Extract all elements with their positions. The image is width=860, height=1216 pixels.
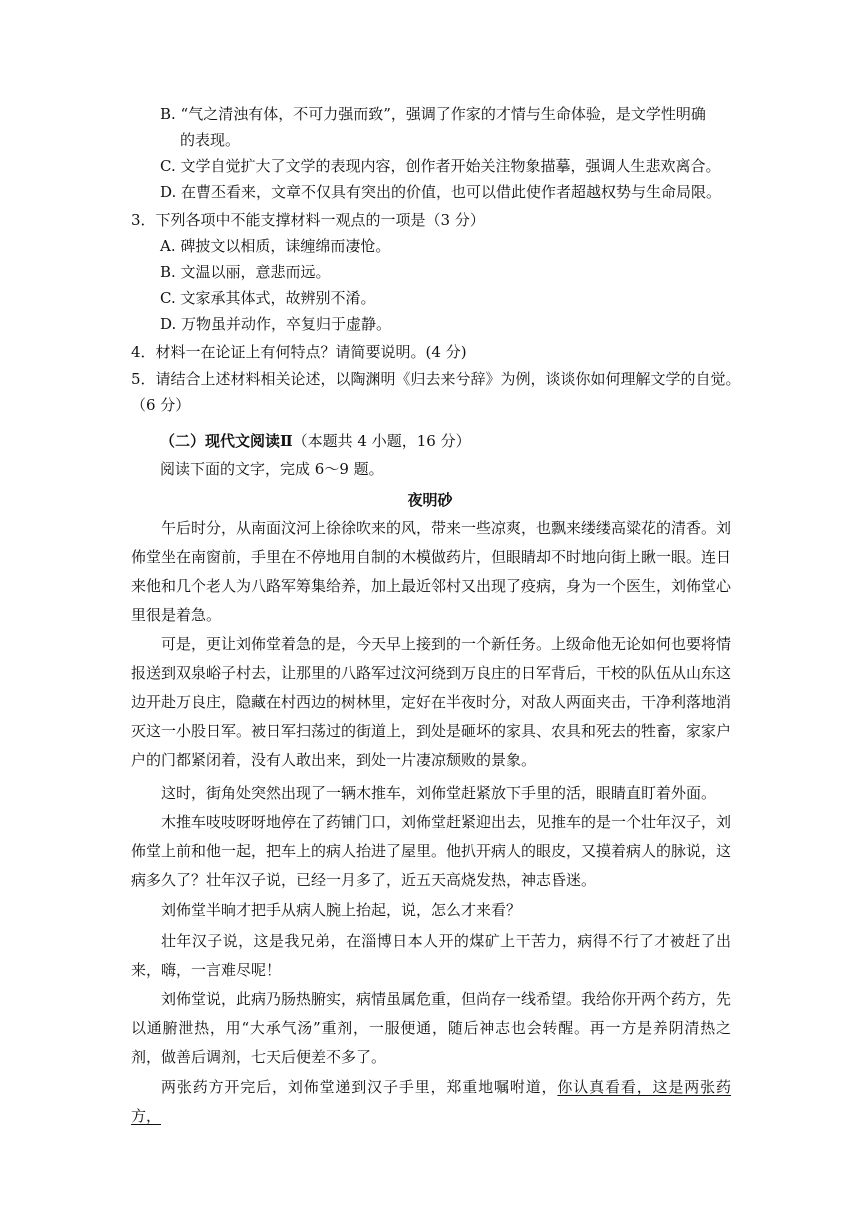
story-paragraph-8-text: 两张药方开完后，刘佈堂递到汉子手里，郑重地嘱咐道，: [161, 1078, 558, 1096]
q5-line1: 5．请结合上述材料相关论述，以陶渊明《归去来兮辞》为例，谈谈你如何理解文学的自觉。: [131, 370, 741, 388]
q2-option-c: C. 文学自觉扩大了文学的表现内容，创作者开始关注物象描摹，强调人生悲欢离合。: [160, 157, 721, 175]
section-heading: [160, 428, 471, 454]
q3-option-b: B. 文温以丽，意悲而远。: [160, 263, 331, 281]
story-paragraph-6: 壮年汉子说，这是我兄弟，在淄博日本人开的煤矿上干苦力，病得不行了才被赶了出来，嗨，一言难尽呢！: [131, 932, 731, 979]
q4-stem: 4．材料一在论证上有何特点？请简要说明。(4 分): [131, 343, 467, 361]
q2-option-b-line1: B. “气之清浊有体，不可力强而致”，强调了作家的才情与生命体验，是文学性明确: [160, 105, 706, 123]
q2-option-d: D. 在曹丕看来，文章不仅具有突出的价值，也可以借此使作者超越权势与生命局限。: [160, 183, 722, 201]
q3-stem: 3．下列各项中不能支撑材料一观点的一项是（3 分）: [131, 211, 485, 229]
section-heading-detail: （本题共 4 小题，16 分）: [292, 432, 471, 450]
underlined-passage: 你认真看看，这是两张药方，: [131, 1078, 731, 1125]
q3-option-c: C. 文家承其体式，故辨别不淆。: [160, 289, 376, 307]
q2-option-b-line2: 的表现。: [180, 131, 241, 149]
q5-line2: （6 分）: [131, 396, 191, 414]
story-paragraph-1: 午后时分，从南面汶河上徐徐吹来的风，带来一些凉爽，也飘来缕缕高粱花的清香。刘佈堂坐在南窗前，手里在不停地用自制的木模做药片，但眼睛却不时地向街上瞅一眼。连日来他和几个老人为八路军筹集给养，加上最近邻村又出现了疫病，身为一个医生，刘佈堂心里很是着急。: [131, 519, 732, 624]
story-paragraph-4: 木推车吱吱呀呀地停在了药铺门口，刘佈堂赶紧迎出去，见推车的是一个壮年汉子，刘佈堂上前和他一起，把车上的病人抬进了屋里。他扒开病人的眼皮，又摸着病人的脉说，这病多久了？壮年汉子说，已经一月多了，近五天高烧发热，神志昏迷。: [131, 813, 732, 889]
story-paragraph-3: 这时，街角处突然出现了一辆木推车，刘佈堂赶紧放下手里的活，眼睛直盯着外面。: [161, 784, 717, 802]
story-title: 夜明砂: [407, 491, 453, 509]
reading-instruction: 阅读下面的文字，完成 6～9 题。: [160, 460, 384, 478]
q3-option-d: D. 万物虽并动作，卒复归于虚静。: [160, 315, 392, 333]
story-paragraph-2: 可是，更让刘佈堂着急的是，今天早上接到的一个新任务。上级命他无论如何也要将情报送到双泉峪子村去，让那里的八路军过汶河绕到万良庄的日军背后，干校的队伍从山东这边开赴万良庄，隐藏在村西边的树林里，定好在半夜时分，对敌人两面夹击，干净利落地消灭这一小股日军。被日军扫荡过的街道上，到处是砸坏的家具、农具和死去的牲畜，家家户户的门都紧闭着，没有人敢出来，到处一片凄凉颓败的景象。: [131, 635, 732, 769]
q3-option-a: A. 碑披文以相质，诔缠绵而凄怆。: [160, 237, 391, 255]
story-paragraph-8: [131, 1073, 731, 1131]
section-heading-label: （二）现代文阅读Ⅱ: [160, 432, 293, 450]
story-paragraph-7: 刘佈堂说，此病乃肠热腑实，病情虽属危重，但尚存一线希望。我给你开两个药方，先以通腑泄热，用“大承气汤”重剂，一服便通，随后神志也会转醒。再一方是养阴清热之剂，做善后调剂，七天后便差不多了。: [131, 990, 732, 1066]
story-paragraph-5: 刘佈堂半晌才把手从病人腕上抬起，说，怎么才来看？: [161, 901, 522, 919]
